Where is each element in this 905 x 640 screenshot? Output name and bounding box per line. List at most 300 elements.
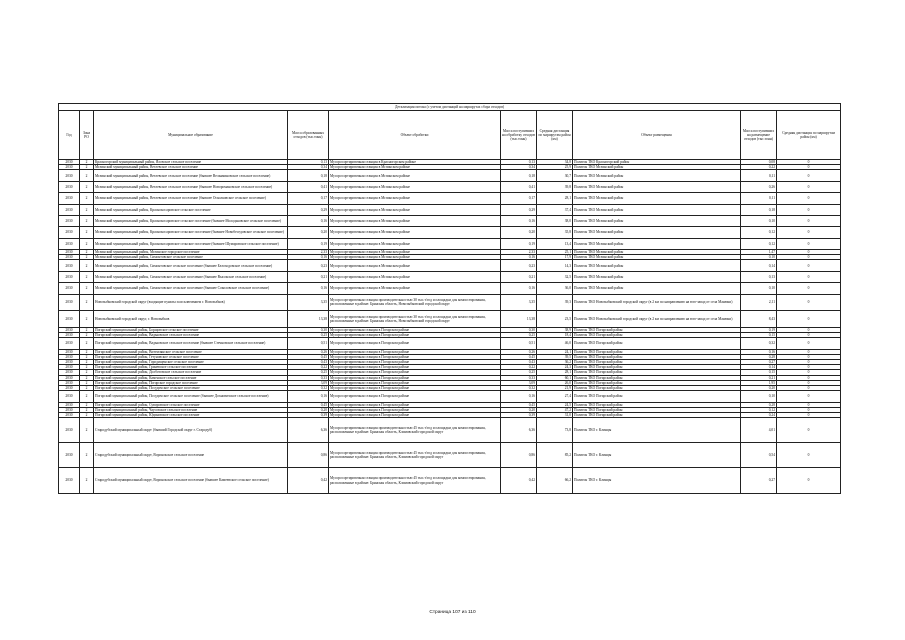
cell-processing-object: Мусоросортировочная станция в Погарском районе (329, 338, 501, 349)
cell-year: 2030 (59, 193, 80, 204)
cell-municipality: Мглинский муниципальный район, Краснокосаровское сельское поселение (бывшее Шумаровское сельское поселение) (94, 238, 288, 249)
cell-mass-processing: 13,38 (501, 311, 537, 328)
cell-mass-generated: 0,16 (288, 255, 329, 260)
cell-zone: 2 (80, 283, 94, 294)
cell-processing-object: Мусоросортировочная станция в Мглинском районе (329, 227, 501, 238)
cell-distance-placement: 0 (777, 380, 841, 385)
cell-placement-object: Полигон ТКО Погарский район (573, 365, 741, 370)
cell-year: 2030 (59, 354, 80, 359)
cell-mass-processing: 0,32 (501, 385, 537, 390)
cell-zone: 2 (80, 215, 94, 226)
cell-processing-object: Мусоросортировочная станция производительностью 45 тыс.т/год и площадки для компостирования, расположенные в районе: Брянская область, Климовский городской округ (329, 418, 501, 443)
cell-municipality: Новозыбковский городской округ (входящие пункты за исключением г. Новозыбков) (94, 294, 288, 311)
cell-municipality: Стародубский муниципальный округ, Воронокское сельское поселение (бывшее Камеевское сельское поселение) (94, 468, 288, 493)
cell-placement-object: Полигон ТКО Мглинский район (573, 227, 741, 238)
table-row (59, 311, 841, 328)
cell-mass-placement: 0,14 (741, 365, 777, 370)
cell-distance-placement: 0 (777, 338, 841, 349)
cell-processing-object: Мусоросортировочная станция в Погарском районе (329, 407, 501, 412)
cell-year: 2030 (59, 160, 80, 165)
cell-placement-object: Полигон ТКО Мглинский район (573, 238, 741, 249)
cell-processing-object: Мусоросортировочная станция в Погарском районе (329, 391, 501, 402)
cell-zone: 2 (80, 255, 94, 260)
cell-processing-object: Мусоросортировочная станция в Погарском районе (329, 402, 501, 407)
cell-placement-object: Полигон ТКО Погарский район (573, 380, 741, 385)
cell-placement-object: Полигон ТКО Погарский район (573, 338, 741, 349)
cell-distance-processing: 30,7 (537, 170, 573, 181)
cell-mass-generated: 0,39 (288, 412, 329, 417)
cell-municipality: Погарский муниципальный район, Посудичское сельское поселение (94, 385, 288, 390)
cell-mass-processing: 0,43 (501, 359, 537, 364)
cell-zone: 2 (80, 380, 94, 385)
table-row (59, 227, 841, 238)
cell-zone: 2 (80, 327, 94, 332)
cell-mass-generated: 13,38 (288, 311, 329, 328)
cell-mass-placement: 0,24 (741, 412, 777, 417)
cell-mass-placement: 1,47 (741, 250, 777, 255)
cell-processing-object: Мусоросортировочная станция в Мглинском районе (329, 271, 501, 282)
cell-mass-processing: 0,21 (501, 271, 537, 282)
cell-distance-placement: 0 (777, 418, 841, 443)
cell-municipality: Мглинский муниципальный район, Ветлевское сельское поселение (бывшее Осколковское сельское поселение) (94, 193, 288, 204)
waste-flow-table (58, 103, 841, 494)
cell-year: 2030 (59, 255, 80, 260)
cell-distance-processing: 37,4 (537, 204, 573, 215)
cell-year: 2030 (59, 260, 80, 271)
cell-zone: 2 (80, 443, 94, 468)
cell-distance-placement: 0 (777, 359, 841, 364)
cell-mass-generated: 0,43 (288, 359, 329, 364)
cell-mass-processing: 0,20 (501, 227, 537, 238)
cell-distance-processing: 60,1 (537, 375, 573, 380)
cell-mass-placement: 0,10 (741, 283, 777, 294)
cell-mass-placement: 0,28 (741, 402, 777, 407)
cell-processing-object: Мусоросортировочная станция в Погарском районе (329, 412, 501, 417)
cell-processing-object: Мусоросортировочная станция в Мглинском районе (329, 250, 501, 255)
cell-mass-placement: 8,43 (741, 311, 777, 328)
cell-mass-placement: 0,20 (741, 385, 777, 390)
cell-year: 2030 (59, 204, 80, 215)
cell-mass-placement: 0,16 (741, 349, 777, 354)
cell-placement-object: Полигон ТКО Погарский район (573, 359, 741, 364)
cell-distance-processing: 26,0 (537, 380, 573, 385)
document-sheet (58, 103, 840, 494)
header-municipality: Муниципальное образование (94, 111, 288, 160)
table-row (59, 204, 841, 215)
cell-placement-object: Полигон ТКО Мглинский район (573, 255, 741, 260)
cell-processing-object: Мусоросортировочная станция производительностью 45 тыс.т/год и площадки для компостирования, расположенные в районе: Брянская область, Климовский городской округ (329, 443, 501, 468)
cell-year: 2030 (59, 385, 80, 390)
cell-mass-processing: 0,25 (501, 370, 537, 375)
cell-zone: 2 (80, 338, 94, 349)
cell-mass-placement: 0,14 (741, 260, 777, 271)
cell-year: 2030 (59, 402, 80, 407)
table-row (59, 443, 841, 468)
cell-mass-placement: 0,13 (741, 271, 777, 282)
cell-processing-object: Мусоросортировочная станция в Мглинском районе (329, 181, 501, 192)
cell-municipality: Мглинский муниципальный район, Краснокосаровское сельское поселение (бывшее Новобеседовское сельское поселение) (94, 227, 288, 238)
cell-year: 2030 (59, 181, 80, 192)
cell-year: 2030 (59, 365, 80, 370)
cell-distance-processing: 13,4 (537, 238, 573, 249)
cell-placement-object: Полигон ТКО Красногорский район (573, 160, 741, 165)
cell-placement-object: Полигон ТКО Погарский район (573, 412, 741, 417)
cell-mass-placement: 0,11 (741, 170, 777, 181)
cell-distance-processing: 21,9 (537, 385, 573, 390)
cell-year: 2030 (59, 271, 80, 282)
cell-processing-object: Мусоросортировочная станция производительностью 30 тыс.т/год и площадки для компостирования, расположенные в районе: Брянская область, Новозыбковский городской округ (329, 311, 501, 328)
cell-mass-placement: 0,12 (741, 227, 777, 238)
cell-processing-object: Мусоросортировочная станция в Красногорском районе (329, 160, 501, 165)
cell-mass-placement: 0,27 (741, 468, 777, 493)
cell-mass-processing: 6,36 (501, 418, 537, 443)
cell-mass-generated: 0,16 (288, 283, 329, 294)
cell-distance-placement: 0 (777, 443, 841, 468)
cell-mass-processing: 0,45 (501, 354, 537, 359)
cell-distance-placement: 0 (777, 250, 841, 255)
cell-processing-object: Мусоросортировочная станция в Погарском районе (329, 327, 501, 332)
cell-mass-generated: 0,23 (288, 260, 329, 271)
cell-municipality: Стародубский муниципальный округ, Воронокское сельское поселение (94, 443, 288, 468)
cell-zone: 2 (80, 375, 94, 380)
cell-distance-processing: 24,1 (537, 349, 573, 354)
cell-distance-processing: 38,0 (537, 215, 573, 226)
cell-distance-processing: 36,2 (537, 359, 573, 364)
cell-distance-placement: 0 (777, 412, 841, 417)
cell-mass-placement: 0,11 (741, 193, 777, 204)
cell-municipality: Мглинский муниципальный район, Ветлевское сельское поселение (94, 165, 288, 170)
cell-placement-object: Полигон ТКО Новозыбковский городской округ (в 2 км по направлению на юго-запад от села Манюки) (573, 311, 741, 328)
cell-mass-placement: 0,12 (741, 238, 777, 249)
cell-distance-processing: 85,2 (537, 443, 573, 468)
cell-distance-processing: 28,1 (537, 193, 573, 204)
cell-distance-processing: 36,0 (537, 283, 573, 294)
cell-zone: 2 (80, 391, 94, 402)
cell-zone: 2 (80, 294, 94, 311)
cell-zone: 2 (80, 193, 94, 204)
cell-mass-generated: 0,51 (288, 338, 329, 349)
cell-zone: 2 (80, 204, 94, 215)
cell-processing-object: Мусоросортировочная станция в Погарском районе (329, 354, 501, 359)
cell-year: 2030 (59, 468, 80, 493)
cell-placement-object: Полигон ТКО Мглинский район (573, 193, 741, 204)
cell-year: 2030 (59, 333, 80, 338)
cell-mass-processing: 0,42 (501, 468, 537, 493)
cell-year: 2030 (59, 294, 80, 311)
cell-municipality: Новозыбковский городской округ, г. Новозыбков (94, 311, 288, 328)
cell-zone: 2 (80, 311, 94, 328)
cell-mass-generated: 0,41 (288, 181, 329, 192)
cell-placement-object: Полигон ТКО г. Клинцы (573, 468, 741, 493)
cell-distance-placement: 0 (777, 349, 841, 354)
cell-year: 2030 (59, 165, 80, 170)
cell-distance-placement: 0 (777, 365, 841, 370)
cell-municipality: Погарский муниципальный район, Чаусовское сельское поселение (94, 407, 288, 412)
cell-mass-placement: 0,18 (741, 204, 777, 215)
cell-mass-generated: 0,42 (288, 468, 329, 493)
cell-distance-placement: 0 (777, 181, 841, 192)
cell-municipality: Мглинский муниципальный район, Ветлевское сельское поселение (бывшее Новоромановское сельское поселение) (94, 181, 288, 192)
header-mass-placement: Масса поступивших на размещение отходов (тыс.тонн) (741, 111, 777, 160)
cell-processing-object: Мусоросортировочная станция в Погарском районе (329, 333, 501, 338)
cell-mass-placement: 4,01 (741, 418, 777, 443)
cell-distance-placement: 0 (777, 327, 841, 332)
cell-mass-processing: 3,09 (501, 380, 537, 385)
cell-municipality: Погарский муниципальный район, Каменское сельское поселение (94, 375, 288, 380)
cell-placement-object: Полигон ТКО Мглинский район (573, 181, 741, 192)
cell-mass-processing: 0,39 (501, 412, 537, 417)
cell-year: 2030 (59, 375, 80, 380)
cell-year: 2030 (59, 412, 80, 417)
cell-distance-processing: 66,2 (537, 468, 573, 493)
cell-mass-processing: 0,26 (501, 349, 537, 354)
cell-zone: 2 (80, 418, 94, 443)
cell-zone: 2 (80, 407, 94, 412)
page-number: Страница 107 из 110 (429, 610, 476, 615)
cell-distance-processing: 27,4 (537, 391, 573, 402)
cell-mass-generated: 0,17 (288, 193, 329, 204)
table-row (59, 468, 841, 493)
cell-mass-processing: 0,18 (501, 170, 537, 181)
cell-mass-processing: 0,23 (501, 260, 537, 271)
cell-distance-processing: 47,2 (537, 407, 573, 412)
cell-distance-processing: 34,8 (537, 160, 573, 165)
cell-distance-processing: 25,9 (537, 165, 573, 170)
cell-placement-object: Полигон ТКО Погарский район (573, 370, 741, 375)
cell-distance-processing: 18,4 (537, 333, 573, 338)
header-distance-processing: Средняя дистанция по маршрутам район (км) (537, 111, 573, 160)
cell-distance-placement: 0 (777, 204, 841, 215)
cell-mass-generated: 0,25 (288, 370, 329, 375)
cell-distance-placement: 0 (777, 385, 841, 390)
cell-placement-object: Полигон ТКО Погарский район (573, 354, 741, 359)
cell-distance-processing: 25,1 (537, 250, 573, 255)
cell-mass-generated: 0,19 (288, 238, 329, 249)
cell-municipality: Мглинский муниципальный район, Симонтовское сельское поселение (бывшее Высокское сельское поселение) (94, 271, 288, 282)
cell-municipality: Погарский муниципальный район, Вадьковское сельское поселение (бывшее Стечновское сельское поселение) (94, 338, 288, 349)
cell-zone: 2 (80, 260, 94, 271)
cell-zone: 2 (80, 160, 94, 165)
cell-municipality: Мглинский муниципальный район, Краснокосаровское сельское поселение (бывшее Молодьковское сельское поселение) (94, 215, 288, 226)
cell-year: 2030 (59, 311, 80, 328)
cell-placement-object: Полигон ТКО Мглинский район (573, 260, 741, 271)
cell-mass-placement: 0,15 (741, 333, 777, 338)
cell-mass-processing: 0,16 (501, 391, 537, 402)
cell-municipality: Мглинский муниципальный район, Мглинское городское поселение (94, 250, 288, 255)
cell-processing-object: Мусоросортировочная станция в Погарском районе (329, 370, 501, 375)
cell-municipality: Мглинский муниципальный район, Ветлевское сельское поселение (бывшее Вельяминовское сельское поселение) (94, 170, 288, 181)
header-processing-object: Объект обработки (329, 111, 501, 160)
cell-mass-processing: 2,33 (501, 250, 537, 255)
cell-zone: 2 (80, 365, 94, 370)
cell-mass-processing: 0,17 (501, 193, 537, 204)
cell-mass-placement: 0,19 (741, 327, 777, 332)
cell-mass-generated: 0,20 (288, 407, 329, 412)
cell-municipality: Погарский муниципальный район, Городищенское сельское поселение (94, 359, 288, 364)
cell-mass-generated: 0,21 (288, 271, 329, 282)
cell-zone: 2 (80, 250, 94, 255)
cell-placement-object: Полигон ТКО Погарский район (573, 402, 741, 407)
cell-distance-placement: 0 (777, 283, 841, 294)
cell-municipality: Погарский муниципальный район, Юдиновское сельское поселение (94, 412, 288, 417)
cell-placement-object: Полигон ТКО Мглинский район (573, 250, 741, 255)
cell-placement-object: Полигон ТКО Мглинский район (573, 170, 741, 181)
cell-processing-object: Мусоросортировочная станция производительностью 30 тыс.т/год и площадки для компостирования, расположенные в районе: Брянская область, Новозыбковский городской округ (329, 294, 501, 311)
cell-mass-processing: 0,34 (501, 165, 537, 170)
cell-distance-processing: 23,5 (537, 311, 573, 328)
cell-processing-object: Мусоросортировочная станция в Мглинском районе (329, 215, 501, 226)
cell-year: 2030 (59, 380, 80, 385)
cell-zone: 2 (80, 412, 94, 417)
cell-mass-generated: 0,34 (288, 165, 329, 170)
cell-mass-processing: 0,22 (501, 365, 537, 370)
cell-zone: 2 (80, 385, 94, 390)
cell-processing-object: Мусоросортировочная станция в Погарском районе (329, 349, 501, 354)
header-distance-placement: Средняя дистанция по маршрутам район (км) (777, 111, 841, 160)
cell-distance-processing: 39,3 (537, 294, 573, 311)
cell-distance-processing: 39,5 (537, 354, 573, 359)
cell-year: 2030 (59, 391, 80, 402)
cell-mass-processing: 0,33 (501, 375, 537, 380)
cell-distance-placement: 0 (777, 215, 841, 226)
cell-zone: 2 (80, 468, 94, 493)
cell-distance-placement: 0 (777, 354, 841, 359)
table-row (59, 238, 841, 249)
cell-distance-placement: 0 (777, 260, 841, 271)
cell-placement-object: Полигон ТКО Мглинский район (573, 283, 741, 294)
cell-mass-processing: 3,35 (501, 294, 537, 311)
cell-distance-placement: 0 (777, 294, 841, 311)
header-zone: Зона РО (80, 111, 94, 160)
cell-mass-processing: 0,45 (501, 402, 537, 407)
cell-distance-placement: 0 (777, 170, 841, 181)
cell-zone: 2 (80, 402, 94, 407)
cell-distance-placement: 0 (777, 375, 841, 380)
cell-municipality: Погарский муниципальный район, Витемлянское сельское поселение (94, 349, 288, 354)
cell-distance-processing: 46,0 (537, 338, 573, 349)
cell-mass-processing: 0,25 (501, 333, 537, 338)
cell-mass-placement: 0,21 (741, 375, 777, 380)
cell-zone: 2 (80, 227, 94, 238)
table-row (59, 391, 841, 402)
table-row (59, 260, 841, 271)
cell-mass-processing: 0,13 (501, 160, 537, 165)
cell-mass-generated: 3,35 (288, 294, 329, 311)
table-row (59, 294, 841, 311)
cell-placement-object: Полигон ТКО г. Клинцы (573, 418, 741, 443)
cell-distance-placement: 0 (777, 160, 841, 165)
cell-placement-object: Полигон ТКО Мглинский район (573, 215, 741, 226)
cell-mass-processing: 0,51 (501, 338, 537, 349)
cell-year: 2030 (59, 407, 80, 412)
cell-processing-object: Мусоросортировочная станция в Погарском районе (329, 359, 501, 364)
cell-year: 2030 (59, 327, 80, 332)
cell-municipality: Погарский муниципальный район, Суворовское сельское поселение (94, 402, 288, 407)
cell-distance-processing: 38,9 (537, 327, 573, 332)
table-title: Детализация потока (с учетом дистанций на маршрутах сбора отходов) (59, 104, 841, 111)
cell-distance-placement: 0 (777, 227, 841, 238)
cell-zone: 2 (80, 238, 94, 249)
cell-distance-processing: 39,8 (537, 181, 573, 192)
cell-mass-processing: 0,16 (501, 283, 537, 294)
cell-year: 2030 (59, 250, 80, 255)
cell-mass-placement: 1,95 (741, 380, 777, 385)
cell-distance-placement: 0 (777, 402, 841, 407)
cell-year: 2030 (59, 338, 80, 349)
cell-municipality: Мглинский муниципальный район, Симонтовское сельское поселение (бывшее Белоходовское сельское поселение) (94, 260, 288, 271)
table-body (59, 160, 841, 494)
cell-placement-object: Полигон ТКО г. Клинцы (573, 443, 741, 468)
table-row (59, 181, 841, 192)
cell-distance-placement: 0 (777, 238, 841, 249)
cell-processing-object: Мусоросортировочная станция в Мглинском районе (329, 193, 501, 204)
cell-year: 2030 (59, 359, 80, 364)
cell-mass-generated: 0,16 (288, 215, 329, 226)
cell-mass-generated: 0,29 (288, 204, 329, 215)
cell-mass-generated: 0,33 (288, 375, 329, 380)
cell-placement-object: Полигон ТКО Мглинский район (573, 204, 741, 215)
cell-zone: 2 (80, 181, 94, 192)
cell-distance-processing: 28,1 (537, 370, 573, 375)
cell-mass-generated: 0,25 (288, 333, 329, 338)
cell-year: 2030 (59, 170, 80, 181)
cell-placement-object: Полигон ТКО Погарский район (573, 327, 741, 332)
cell-mass-generated: 0,18 (288, 170, 329, 181)
cell-year: 2030 (59, 215, 80, 226)
cell-mass-generated: 0,45 (288, 354, 329, 359)
cell-mass-processing: 0,16 (501, 215, 537, 226)
cell-distance-processing: 24,3 (537, 365, 573, 370)
cell-zone: 2 (80, 170, 94, 181)
cell-mass-placement: 0,08 (741, 160, 777, 165)
cell-mass-generated: 0,86 (288, 443, 329, 468)
cell-municipality: Погарский муниципальный район, Долботовское сельское поселение (94, 370, 288, 375)
table-row (59, 338, 841, 349)
cell-processing-object: Мусоросортировочная станция в Погарском районе (329, 365, 501, 370)
cell-processing-object: Мусоросортировочная станция в Мглинском районе (329, 260, 501, 271)
cell-processing-object: Мусоросортировочная станция в Мглинском районе (329, 283, 501, 294)
table-row (59, 418, 841, 443)
cell-distance-processing: 17,9 (537, 255, 573, 260)
cell-mass-placement: 0,15 (741, 370, 777, 375)
cell-mass-placement: 0,10 (741, 391, 777, 402)
table-row (59, 170, 841, 181)
cell-processing-object: Мусоросортировочная станция в Мглинском районе (329, 170, 501, 181)
cell-mass-generated: 0,30 (288, 327, 329, 332)
cell-mass-generated: 0,13 (288, 160, 329, 165)
cell-distance-placement: 0 (777, 391, 841, 402)
cell-distance-placement: 0 (777, 193, 841, 204)
cell-mass-generated: 6,36 (288, 418, 329, 443)
cell-processing-object: Мусоросортировочная станция производительностью 45 тыс.т/год и площадки для компостирования, расположенные в районе: Брянская область, Климовский городской округ (329, 468, 501, 493)
cell-mass-placement: 0,22 (741, 165, 777, 170)
cell-processing-object: Мусоросортировочная станция в Мглинском районе (329, 165, 501, 170)
cell-mass-generated: 0,16 (288, 391, 329, 402)
cell-mass-processing: 0,86 (501, 443, 537, 468)
cell-mass-generated: 0,32 (288, 385, 329, 390)
cell-mass-generated: 0,45 (288, 402, 329, 407)
cell-placement-object: Полигон ТКО Погарский район (573, 407, 741, 412)
cell-municipality: Погарский муниципальный район, Гетуновское сельское поселение (94, 354, 288, 359)
cell-distance-placement: 0 (777, 255, 841, 260)
cell-mass-generated: 0,20 (288, 227, 329, 238)
cell-municipality: Погарский муниципальный район, Гриневское сельское поселение (94, 365, 288, 370)
cell-municipality: Погарский муниципальный район, Посудичское сельское поселение (бывшее Дохновичское сельское поселение) (94, 391, 288, 402)
cell-municipality: Погарский муниципальный район, Борщовское сельское поселение (94, 327, 288, 332)
cell-placement-object: Полигон ТКО Погарский район (573, 333, 741, 338)
header-year: Год (59, 111, 80, 160)
header-mass-processing: Масса поступивших на обработку отходов (тыс.тонн) (501, 111, 537, 160)
